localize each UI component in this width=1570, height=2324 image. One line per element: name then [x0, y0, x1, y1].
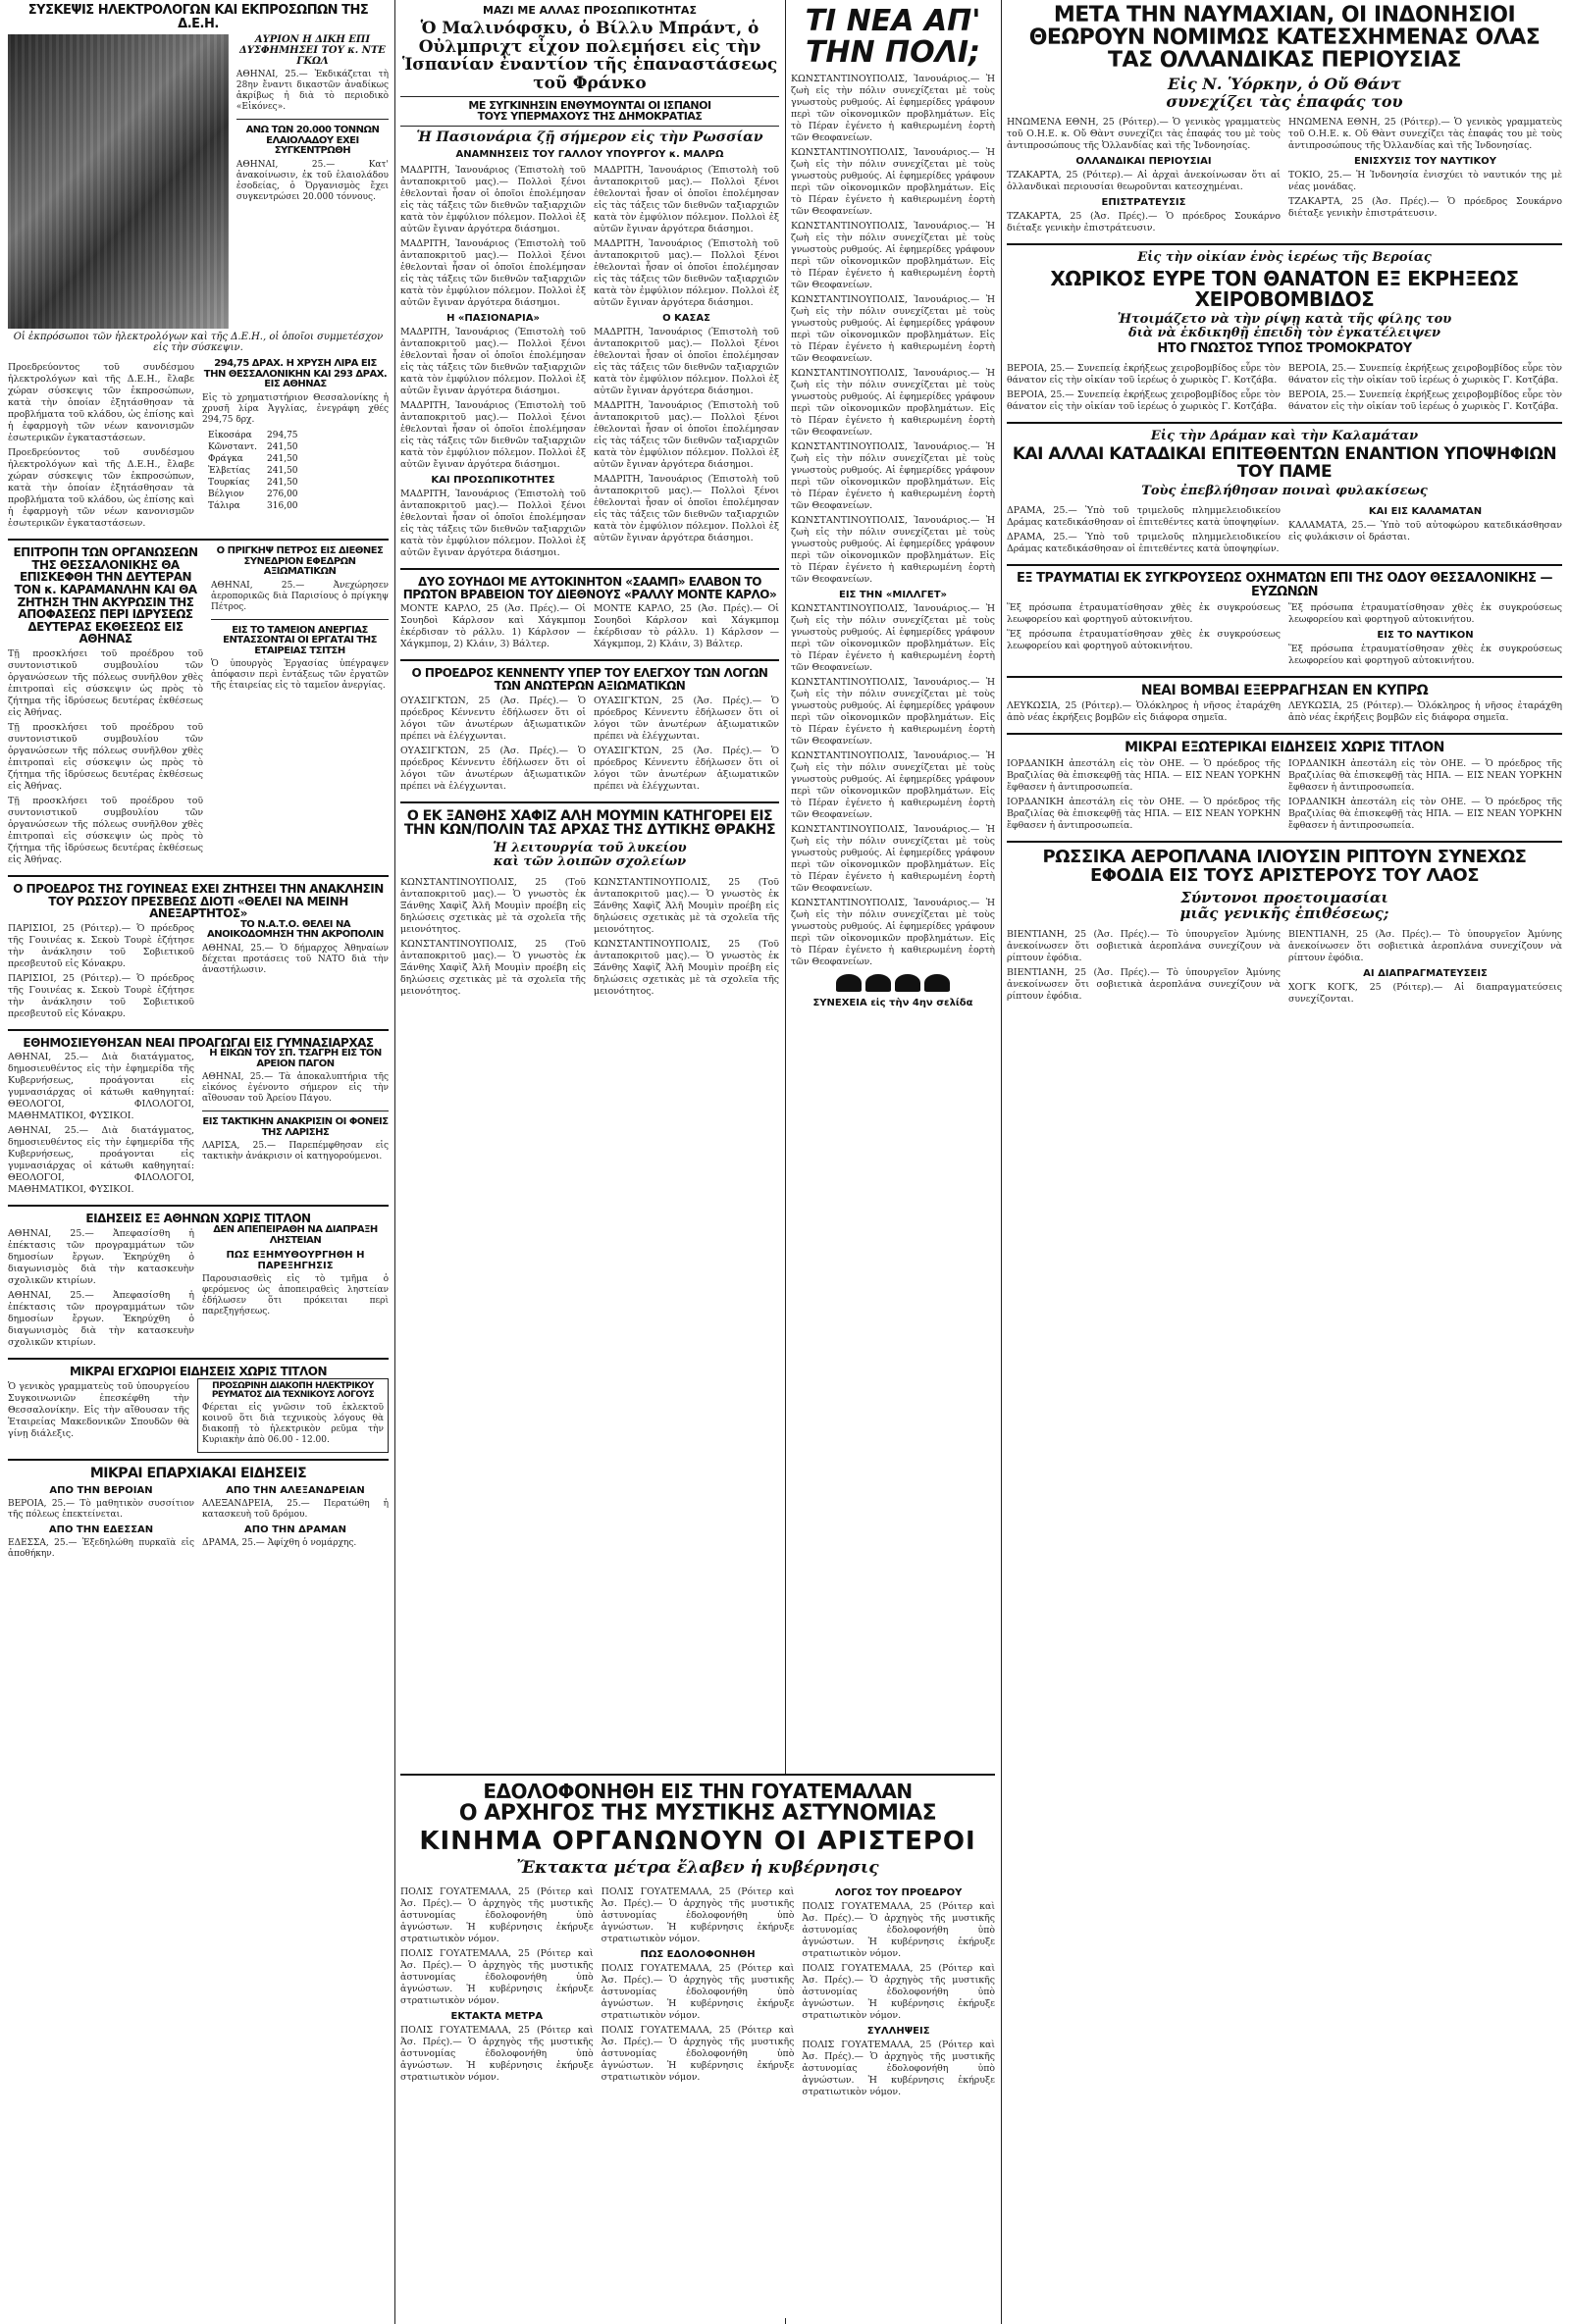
subhead-laos-2: μιᾶς γενικῆς ἐπιθέσεως;	[1179, 904, 1389, 923]
text-xanthi: ΚΩΝΣΤΑΝΤΙΝΟΥΠΟΛΙΣ, 25 (Τοῦ ἀνταποκριτοῦ μας).— Ὁ γνωστὸς ἐκ Ξάνθης Χαφὶζ Ἀλῆ Μουμὶν προέβη εἰς δηλώσεις σχετικὰς μὲ τὰ σχολεῖα τῆς μειονότητος.	[594, 876, 779, 935]
subhead-murder: ΠΩΣ ΕΔΟΛΟΦΟΝΗΘΗ	[640, 1949, 756, 1961]
text-promotions: ΑΘΗΝΑΙ, 25.— Διὰ διατάγματος, δημοσιευθέντος εἰς τὴν ἐφημερίδα τῆς Κυβερνήσεως, προάγονται εἰς γυμνασιάρχας οἱ κάτωθι καθηγηταί: ΘΕΟΛΟΓΟΙ, ΦΙΛΟΛΟΓΟΙ, ΜΑΘΗΜΑΤΙΚΟΙ, ΦΥΣΙΚΟΙ.	[8, 1052, 194, 1122]
text-collision: Ἕξ πρόσωπα ἐτραυματίσθησαν χθὲς ἐκ συγκρούσεως λεωφορείου καὶ φορτηγοῦ αὐτοκινήτου.	[1288, 601, 1562, 625]
text-olive-oil: ΑΘΗΝΑΙ, 25.— Κατ' ἀνακοίνωσιν, ἐκ τοῦ ἐλαιολάδου ἐσοδείας, ὁ Ὀργανισμὸς ἔχει συγκεντρώσει 20.000 τόννους.	[236, 159, 389, 202]
headline-larisa: ΕΙΣ ΤΑΚΤΙΚΗΝ ΑΝΑΚΡΙΣΙΝ ΟΙ ΦΟΝΕΙΣ ΤΗΣ ΛΑΡΙΣΗΣ	[202, 1116, 389, 1138]
text-domestic: Ὁ γενικὸς γραμματεὺς τοῦ ὑπουργείου Συγκοινωνιῶν ἐπεσκέφθη τὴν Θεσσαλονίκην. Εἰς τὴν αἴθουσαν τῆς Ἑταιρείας Μακεδονικῶν Σπουδῶν θὰ γίνῃ διάλεξις.	[8, 1380, 189, 1439]
subhead-laos-1: Σύντονοι προετοιμασίαι	[1180, 888, 1388, 906]
text-rally: ΜΟΝΤΕ ΚΑΡΛΟ, 25 (Ἀσ. Πρές).— Οἱ Σουηδοὶ Κάρλσον καὶ Χάγκμπομ ἐκέρδισαν τὸ ράλλυ. 1) Κάρλσον — Χάγκμπομ, 2) Κλάιν, 3) Βάλτερ.	[594, 603, 779, 650]
text-pame: ΔΡΑΜΑ, 25.— Ὑπὸ τοῦ τριμελοῦς πλημμελειοδικείου Δράμας κατεδικάσθησαν οἱ ἐπιτεθέντες κατὰ ὑποψηφίων.	[1007, 505, 1281, 529]
text-spain: ΜΑΔΡΙΤΗ, Ἰανουάριος (Ἐπιστολὴ τοῦ ἀνταποκριτοῦ μας).— Πολλοὶ ξένοι ἐθελονταὶ ἦσαν οἱ ὁποῖοι ἐπολέμησαν εἰς τὰς τάξεις τῶν διεθνῶν ταξιαρχιῶν κατὰ τὸν ἐμφύλιον πόλεμον. Πολλοὶ ἐξ αὐτῶν ἔγιναν ἀργότερα διάσημοι.	[400, 327, 586, 397]
text-foreign: ΙΟΡΔΑΝΙΚΗ ἀπεστάλη εἰς τὸν ΟΗΕ. — Ὁ πρόεδρος τῆς Βραζιλίας θὰ ἐπισκεφθῇ τὰς ΗΠΑ. — ΕΙΣ ΝΕΑΝ ΥΟΡΚΗΝ ἔφθασεν ἡ ἀντιπροσωπεία.	[1288, 796, 1562, 831]
text-athens-news: ΑΘΗΝΑΙ, 25.— Ἀπεφασίσθη ἡ ἐπέκτασις τῶν προγραμμάτων τῶν δημοσίων ἔργων. Ἐκηρύχθη ὁ διαγωνισμὸς διὰ τὴν κατασκευὴν σχολικῶν κτιρίων.	[8, 1290, 194, 1348]
headline-promotions: ΕΘΗΜΟΣΙΕΥΘΗΣΑΝ ΝΕΑΙ ΠΡΟΑΓΩΓΑΙ ΕΙΣ ΓΥΜΝΑΣΙΑΡΧΑΣ	[23, 1035, 374, 1050]
kicker-drama: Εἰς τὴν Δράμαν καὶ τὴν Καλαμάταν	[1150, 429, 1419, 443]
subhead-new-york: Εἰς Ν. Ὑόρκην, ὁ Οὔ Θάντ	[1168, 75, 1401, 94]
subhead-dutch-property: ΟΛΛΑΝΔΙΚΑΙ ΠΕΡΙΟΥΣΙΑΙ	[1075, 156, 1212, 168]
headline-cyprus: ΝΕΑΙ ΒΟΜΒΑΙ ΕΞΕΡΡΑΓΗΣΑΝ ΕΝ ΚΥΠΡΩ	[1140, 682, 1429, 698]
subhead-hong-kong: ΑΙ ΔΙΑΠΡΑΓΜΑΤΕΥΣΕΙΣ	[1363, 967, 1488, 979]
headline-provincial: ΜΙΚΡΑΙ ΕΠΑΡΧΙΑΚΑΙ ΕΙΔΗΣΕΙΣ	[89, 1466, 307, 1482]
headline-xanthi: Ο ΕΚ ΞΑΝΘΗΣ ΧΑΦΙΖ ΑΛΗ ΜΟΥΜΙΝ ΚΑΤΗΓΟΡΕΙ ΕΙΣ ΤΗΝ ΚΩΝ/ΠΟΛΙΝ ΤΑΣ ΑΡΧΑΣ ΤΗΣ ΔΥΤΙΚΗΣ ΘΡΑΚΗΣ	[403, 807, 776, 839]
text-veroia: ΒΕΡΟΙΑ, 25.— Τὸ μαθητικὸν συσσίτιον τῆς πόλεως ἐπεκτείνεται.	[8, 1499, 194, 1521]
price-value: 316,00	[267, 500, 298, 511]
text-kennedy: ΟΥΑΣΙΓΚΤΩΝ, 25 (Ἀσ. Πρές).— Ὁ πρόεδρος Κέννεντυ ἐδήλωσεν ὅτι οἱ λόγοι τῶν ἀνωτέρων ἀξιωματικῶν πρέπει νὰ ἐλέγχωνται.	[400, 745, 586, 792]
text-nato: ΑΘΗΝΑΙ, 25.— Ὁ δήμαρχος Ἀθηναίων δέχεται προτάσεις τοῦ ΝΑΤΟ διὰ τὴν ἀναστήλωσιν.	[202, 943, 389, 975]
text-kennedy: ΟΥΑΣΙΓΚΤΩΝ, 25 (Ἀσ. Πρές).— Ὁ πρόεδρος Κέννεντυ ἐδήλωσεν ὅτι οἱ λόγοι τῶν ἀνωτέρων ἀξιωματικῶν πρέπει νὰ ἐλέγχωνται.	[594, 745, 779, 792]
price-value: 241,50	[267, 441, 298, 452]
headline-athens-news: ΕΙΔΗΣΕΙΣ ΕΞ ΑΘΗΝΩΝ ΧΩΡΙΣ ΤΙΤΛΟΝ	[85, 1212, 311, 1226]
headline-spain: Ὁ Μαλινόφσκυ, ὁ Βίλλυ Μπράντ, ὁ Οὐλμπριχτ εἶχον πολεμήσει εἰς τὴν Ἱσπανίαν ἐναντίον τῆς ἐπαναστάσεως τοῦ Φράνκο	[401, 19, 778, 94]
text-prince: ΑΘΗΝΑΙ, 25.— Ἀνεχώρησεν ἀεροπορικῶς διὰ Παρισίους ὁ πρίγκηψ Πέτρος.	[211, 580, 389, 612]
text-spain: ΜΑΔΡΙΤΗ, Ἰανουάριος (Ἐπιστολὴ τοῦ ἀνταποκριτοῦ μας).— Πολλοὶ ξένοι ἐθελονταὶ ἦσαν οἱ ὁποῖοι ἐπολέμησαν εἰς τὰς τάξεις τῶν διεθνῶν ταξιαρχιῶν κατὰ τὸν ἐμφύλιον πόλεμον. Πολλοὶ ἐξ αὐτῶν ἔγιναν ἀργότερα διάσημοι.	[400, 489, 586, 559]
text-guatemala: ΠΟΛΙΣ ΓΟΥΑΤΕΜΑΛΑ, 25 (Ρόιτερ καὶ Ἀσ. Πρές).— Ὁ ἀρχηγὸς τῆς μυστικῆς ἀστυνομίας ἐδολοφονήθη ὑπὸ ἀγνώστων. Ἡ κυβέρνησις ἐκήρυξε στρατιωτικὸν νόμον.	[802, 1901, 995, 1960]
headline-fund: ΕΙΣ ΤΟ ΤΑΜΕΙΟΝ ΑΝΕΡΓΙΑΣ ΕΝΤΑΣΣΟΝΤΑΙ ΟΙ ΕΡΓΑΤΑΙ ΤΗΣ ΕΤΑΙΡΕΙΑΣ ΤΣΙΤΣΗ	[223, 624, 377, 656]
text-larisa: ΛΑΡΙΣΑ, 25.— Παρεπέμφθησαν εἰς τακτικὴν ἀνάκρισιν οἱ κατηγορούμενοι.	[202, 1141, 389, 1162]
subhead-navy-section: ΕΙΣ ΤΟ ΝΑΥΤΙΚΟΝ	[1377, 629, 1474, 641]
text-drama: ΔΡΑΜΑ, 25.— Ἀφίχθη ὁ νομάρχης.	[202, 1538, 357, 1549]
subhead-personalities: ΚΑΙ ΠΡΟΣΩΠΙΚΟΤΗΤΕΣ	[431, 475, 555, 487]
headline-robbery: ΔΕΝ ΑΠΕΠΕΙΡΑΘΗ ΝΑ ΔΙΑΠΡΑΞΗ ΛΗΣΤΕΙΑΝ	[213, 1224, 378, 1246]
headline-de-gaulle: ΑΥΡΙΟΝ Η ΔΙΚΗ ΕΠΙ ΔΥΣΦΗΜΗΣΕΙ ΤΟΥ κ. ΝΤΕ ΓΚΩΛ	[238, 34, 386, 68]
subhead-la-pasionaria: Η «ΠΑΣΙΟΝΑΡΙΑ»	[446, 313, 540, 325]
headline-electricians: ΣΥΣΚΕΨΙΣ ΗΛΕΚΤΡΟΛΟΓΩΝ ΚΑΙ ΕΚΠΡΟΣΩΠΩΝ ΤΗΣ Δ.Ε.Η.	[27, 3, 369, 31]
price-label: Εἰκοσάρα	[208, 430, 252, 440]
kicker-veroia: Εἰς τὴν οἰκίαν ἑνὸς ἱερέως τῆς Βεροίας	[1137, 250, 1432, 266]
headline-rally: ΔΥΟ ΣΟΥΗΔΟΙ ΜΕ ΑΥΤΟΚΙΝΗΤΟΝ «ΣΑΑΜΠ» ΕΛΑΒΟΝ ΤΟ ΠΡΩΤΟΝ ΒΡΑΒΕΙΟΝ ΤΟΥ ΔΙΕΘΝΟΥΣ «ΡΑΛΛΥ ΜΟΝΤΕ ΚΑΡΛΟ»	[402, 575, 777, 601]
price-row	[204, 454, 302, 464]
text-foreign: ΙΟΡΔΑΝΙΚΗ ἀπεστάλη εἰς τὸν ΟΗΕ. — Ὁ πρόεδρος τῆς Βραζιλίας θὰ ἐπισκεφθῇ τὰς ΗΠΑ. — ΕΙΣ ΝΕΑΝ ΥΟΡΚΗΝ ἔφθασεν ἡ ἀντιπροσωπεία.	[1007, 796, 1281, 831]
headline-nato: ΤΟ Ν.Α.Τ.Ο. ΘΕΛΕΙ ΝΑ ΑΝΟΙΚΟΔΟΜΗΣΗ ΤΗΝ ΑΚΡΟΠΟΛΙΝ	[207, 918, 384, 941]
text-guatemala: ΠΟΛΙΣ ΓΟΥΑΤΕΜΑΛΑ, 25 (Ρόιτερ καὶ Ἀσ. Πρές).— Ὁ ἀρχηγὸς τῆς μυστικῆς ἀστυνομίας ἐδολοφονήθη ὑπὸ ἀγνώστων. Ἡ κυβέρνησις ἐκήρυξε στρατιωτικὸν νόμον.	[400, 1886, 594, 1945]
text-guatemala: ΠΟΛΙΣ ΓΟΥΑΤΕΜΑΛΑ, 25 (Ρόιτερ καὶ Ἀσ. Πρές).— Ὁ ἀρχηγὸς τῆς μυστικῆς ἀστυνομίας ἐδολοφονήθη ὑπὸ ἀγνώστων. Ἡ κυβέρνησις ἐκήρυξε στρατιωτικὸν νόμον.	[601, 1963, 795, 2022]
text-athens-news: ΑΘΗΝΑΙ, 25.— Ἀπεφασίσθη ἡ ἐπέκτασις τῶν προγραμμάτων τῶν δημοσίων ἔργων. Ἐκηρύχθη ὁ διαγωνισμὸς διὰ τὴν κατασκευὴν σχολικῶν κτιρίων.	[8, 1228, 194, 1286]
price-value: 276,00	[267, 489, 298, 499]
text-spain: ΜΑΔΡΙΤΗ, Ἰανουάριος (Ἐπιστολὴ τοῦ ἀνταποκριτοῦ μας).— Πολλοὶ ξένοι ἐθελονταὶ ἦσαν οἱ ὁποῖοι ἐπολέμησαν εἰς τὰς τάξεις τῶν διεθνῶν ταξιαρχιῶν κατὰ τὸν ἐμφύλιον πόλεμον. Πολλοὶ ἐξ αὐτῶν ἔγιναν ἀργότερα διάσημοι.	[594, 327, 779, 397]
headline-guinea: Ο ΠΡΟΕΔΡΟΣ ΤΗΣ ΓΟΥΙΝΕΑΣ ΕΧΕΙ ΖΗΤΗΣΕΙ ΤΗΝ ΑΝΑΚΛΗΣΙΝ ΤΟΥ ΡΩΣΣΟΥ ΠΡΕΣΒΕΩΣ ΔΙΟΤΙ «ΘΕΛΕΙ ΝΑ ΜΕΙΝΗ ΑΝΕΞΑΡΤΗΤΟΣ»	[13, 882, 384, 921]
headline-domestic: ΜΙΚΡΑΙ ΕΓΧΩΡΙΟΙ ΕΙΔΗΣΕΙΣ ΧΩΡΙΣ ΤΙΤΛΟΝ	[69, 1365, 327, 1378]
text-spain: ΜΑΔΡΙΤΗ, Ἰανουάριος (Ἐπιστολὴ τοῦ ἀνταποκριτοῦ μας).— Πολλοὶ ξένοι ἐθελονταὶ ἦσαν οἱ ὁποῖοι ἐπολέμησαν εἰς τὰς τάξεις τῶν διεθνῶν ταξιαρχιῶν κατὰ τὸν ἐμφύλιον πόλεμον. Πολλοὶ ἐξ αὐτῶν ἔγιναν ἀργότερα διάσημοι.	[594, 238, 779, 309]
subhead-malraux: ΑΝΑΜΝΗΣΕΙΣ ΤΟΥ ΓΑΛΛΟΥ ΥΠΟΥΡΓΟΥ κ. ΜΑΛΡΩ	[455, 149, 724, 161]
text-icon: ΑΘΗΝΑΙ, 25.— Τὰ ἀποκαλυπτήρια τῆς εἰκόνος ἐγένοντο σήμερον εἰς τὴν αἴθουσαν τοῦ Ἀρείου Πάγου.	[202, 1072, 389, 1105]
headline-power-cut: ΠΡΟΣΩΡΙΝΗ ΔΙΑΚΟΠΗ ΗΛΕΚΤΡΙΚΟΥ ΡΕΥΜΑΤΟΣ ΔΙΑ ΤΕΧΝΙΚΟΥΣ ΛΟΓΟΥΣ	[211, 1380, 375, 1401]
subhead-milliyet: ΕΙΣ ΤΗΝ «ΜΙΛΛΓΕΤ»	[839, 590, 947, 600]
text-promotions: ΑΘΗΝΑΙ, 25.— Διὰ διατάγματος, δημοσιευθέντος εἰς τὴν ἐφημερίδα τῆς Κυβερνήσεως, προάγονται εἰς γυμνασιάρχας οἱ κάτωθι καθηγηταί: ΘΕΟΛΟΓΟΙ, ΦΙΛΟΛΟΓΟΙ, ΜΑΘΗΜΑΤΙΚΟΙ, ΦΥΣΙΚΟΙ.	[8, 1125, 194, 1196]
subhead-emergency: ΕΚΤΑΚΤΑ ΜΕΤΡΑ	[450, 2011, 544, 2023]
text-indonesia: ΗΝΩΜΕΝΑ ΕΘΝΗ, 25 (Ρόιτερ).— Ὁ γενικὸς γραμματεὺς τοῦ Ο.Η.Ε. κ. Οὔ Θὰντ συνεχίζει τὰς ἐπαφάς του μὲ τοὺς ἀντιπροσώπους τῆς Ὀλλανδίας καὶ τῆς Ἰνδονησίας.	[1288, 117, 1562, 152]
text-cyprus: ΛΕΥΚΩΣΙΑ, 25 (Ρόιτερ).— Ὁλόκληρος ἡ νῆσος ἐταράχθη ἀπὸ νέας ἐκρήξεις βομβῶν εἰς διάφορα σημεῖα.	[1288, 700, 1562, 724]
text-kennedy: ΟΥΑΣΙΓΚΤΩΝ, 25 (Ἀσ. Πρές).— Ὁ πρόεδρος Κέννεντυ ἐδήλωσεν ὅτι οἱ λόγοι τῶν ἀνωτέρων ἀξιωματικῶν πρέπει νὰ ἐλέγχωνται.	[594, 695, 779, 742]
price-label: Βέλγιον	[208, 489, 244, 499]
text-polis: ΚΩΝΣΤΑΝΤΙΝΟΥΠΟΛΙΣ, Ἰανουάριος.— Ἡ ζωὴ εἰς τὴν πόλιν συνεχίζεται μὲ τοὺς γνωστοὺς ρυθμούς. Αἱ ἐφημερίδες γράφουν περὶ τῶν οἰκονομικῶν προβλημάτων. Εἰς τὸ Πέραν ἐγένετο ἡ καθιερωμένη ἑορτὴ τῶν Θεοφανείων.	[791, 677, 995, 747]
text-laos: ΒΙΕΝΤΙΑΝΗ, 25 (Ἀσ. Πρές).— Τὸ ὑπουργεῖον Ἀμύνης ἀνεκοίνωσεν ὅτι σοβιετικὰ ἀεροπλάνα συνεχίζουν νὰ ρίπτουν ἐφόδια.	[1007, 928, 1281, 963]
text-polis: ΚΩΝΣΤΑΝΤΙΝΟΥΠΟΛΙΣ, Ἰανουάριος.— Ἡ ζωὴ εἰς τὴν πόλιν συνεχίζεται μὲ τοὺς γνωστοὺς ρυθμούς. Αἱ ἐφημερίδες γράφουν περὶ τῶν οἰκονομικῶν προβλημάτων. Εἰς τὸ Πέραν ἐγένετο ἡ καθιερωμένη ἑορτὴ τῶν Θεοφανείων.	[791, 221, 995, 290]
subhead-schools: καὶ τῶν λοιπῶν σχολείων	[493, 854, 687, 870]
text-edessa: ΕΔΕΣΣΑ, 25.— Ἐξεδηλώθη πυρκαϊὰ εἰς ἀποθήκην.	[8, 1538, 194, 1560]
subhead-grenade-1: Ἡτοιμάζετο νὰ τὴν ρίψῃ κατὰ τῆς φίλης του	[1117, 311, 1452, 327]
price-row	[204, 442, 302, 452]
subhead-navy: ΕΝΙΣΧΥΣΙΣ ΤΟΥ ΝΑΥΤΙΚΟΥ	[1354, 156, 1496, 168]
text-electricians: Προεδρεύοντος τοῦ συνδέσμου ἠλεκτρολόγων καὶ τῆς Δ.Ε.Η., ἔλαβε χώραν σύσκεψις τῶν ἐκπροσώπων, κατὰ τὴν ὁποίαν ἐξητάσθησαν τὰ προβλήματα τοῦ κλάδου, ὡς ἐπίσης καὶ ἡ ἐφαρμογὴ τῶν νέων κανονισμῶν ἐσωτερικῶν ἐγκαταστάσεων.	[8, 447, 194, 530]
subhead-robbery: ΠΩΣ ΕΞΗΜΥΘΟΥΡΓΗΘΗ Η ΠΑΡΕΞΗΓΗΣΙΣ	[226, 1250, 365, 1271]
column-rule	[394, 0, 395, 2324]
text-guatemala: ΠΟΛΙΣ ΓΟΥΑΤΕΜΑΛΑ, 25 (Ρόιτερ καὶ Ἀσ. Πρές).— Ὁ ἀρχηγὸς τῆς μυστικῆς ἀστυνομίας ἐδολοφονήθη ὑπὸ ἀγνώστων. Ἡ κυβέρνησις ἐκήρυξε στρατιωτικὸν νόμον.	[400, 2025, 594, 2084]
text-guatemala: ΠΟΛΙΣ ΓΟΥΑΤΕΜΑΛΑ, 25 (Ρόιτερ καὶ Ἀσ. Πρές).— Ὁ ἀρχηγὸς τῆς μυστικῆς ἀστυνομίας ἐδολοφονήθη ὑπὸ ἀγνώστων. Ἡ κυβέρνησις ἐκήρυξε στρατιωτικὸν νόμον.	[802, 2040, 995, 2098]
headline-polis: ΤΙ ΝΕΑ ΑΠ' ΤΗΝ ΠΟΛΙ;	[805, 4, 981, 70]
subhead-kalamata: ΚΑΙ ΕΙΣ ΚΑΛΑΜΑΤΑΝ	[1368, 506, 1483, 518]
text-pame: ΔΡΑΜΑ, 25.— Ὑπὸ τοῦ τριμελοῦς πλημμελειοδικείου Δράμας κατεδικάσθησαν οἱ ἐπιτεθέντες κατὰ ὑποψηφίων.	[1007, 532, 1281, 555]
text-dutch-property: ΤΖΑΚΑΡΤΑ, 25 (Ρόιτερ).— Αἱ ἀρχαὶ ἀνεκοίνωσαν ὅτι αἱ ὀλλανδικαὶ περιουσίαι θεωροῦνται κατεσχημέναι.	[1007, 170, 1281, 193]
text-foreign: ΙΟΡΔΑΝΙΚΗ ἀπεστάλη εἰς τὸν ΟΗΕ. — Ὁ πρόεδρος τῆς Βραζιλίας θὰ ἐπισκεφθῇ τὰς ΗΠΑ. — ΕΙΣ ΝΕΑΝ ΥΟΡΚΗΝ ἔφθασεν ἡ ἀντιπροσωπεία.	[1007, 757, 1281, 793]
text-spain: ΜΑΔΡΙΤΗ, Ἰανουάριος (Ἐπιστολὴ τοῦ ἀνταποκριτοῦ μας).— Πολλοὶ ξένοι ἐθελονταὶ ἦσαν οἱ ὁποῖοι ἐπολέμησαν εἰς τὰς τάξεις τῶν διεθνῶν ταξιαρχιῶν κατὰ τὸν ἐμφύλιον πόλεμον. Πολλοὶ ἐξ αὐτῶν ἔγιναν ἀργότερα διάσημοι.	[594, 474, 779, 544]
column-one	[8, 0, 389, 2324]
text-alexandreia: ΑΛΕΞΑΝΔΡΕΙΑ, 25.— Περατώθη ἡ κατασκευὴ τοῦ δρόμου.	[202, 1499, 389, 1521]
text-rally: ΜΟΝΤΕ ΚΑΡΛΟ, 25 (Ἀσ. Πρές).— Οἱ Σουηδοὶ Κάρλσον καὶ Χάγκμπομ ἐκέρδισαν τὸ ράλλυ. 1) Κάρλσον — Χάγκμπομ, 2) Κλάιν, 3) Βάλτερ.	[400, 603, 586, 650]
text-robbery: Παρουσιασθεὶς εἰς τὸ τμῆμα ὁ φερόμενος ὡς ἀποπειραθεὶς ληστείαν ἐδήλωσεν ὅτι πρόκειται περὶ παρεξηγήσεως.	[202, 1274, 389, 1317]
text-committee: Τῇ προσκλήσει τοῦ προέδρου τοῦ συντονιστικοῦ συμβουλίου τῶν ὀργανώσεων τῆς πόλεως συνῆλθον χθὲς ἐπιτροπαὶ εἰς σύσκεψιν ὡς πρὸς τὸ ζήτημα τῆς ἱδρύσεως δευτέρας ἐκθέσεως εἰς Ἀθήνας.	[8, 722, 204, 793]
price-row	[204, 478, 302, 488]
price-row	[204, 501, 302, 511]
text-guinea: ΠΑΡΙΣΙΟΙ, 25 (Ρόιτερ).— Ὁ πρόεδρος τῆς Γουινέας κ. Σεκοὺ Τουρὲ ἐζήτησε τὴν ἀνάκλησιν τοῦ Σοβιετικοῦ πρεσβευτοῦ εἰς Κόνακρυ.	[8, 972, 194, 1019]
text-fund: Ὁ ὑπουργὸς Ἐργασίας ὑπέγραψεν ἀπόφασιν περὶ ἐντάξεως τῶν ἐργατῶν τῆς ἑταιρείας εἰς τὸ ταμεῖον ἀνεργίας.	[211, 659, 389, 692]
headline-laos: ΡΩΣΣΙΚΑ ΑΕΡΟΠΛΑΝΑ ΙΛΙΟΥΣΙΝ ΡΙΠΤΟΥΝ ΣΥΝΕΧΩΣ ΕΦΟΔΙΑ ΕΙΣ ΤΟΥΣ ΑΡΙΣΤΕΡΟΥΣ ΤΟΥ ΛΑΟΣ	[1042, 846, 1527, 886]
text-electricians: Προεδρεύοντος τοῦ συνδέσμου ἠλεκτρολόγων καὶ τῆς Δ.Ε.Η., ἔλαβε χώραν σύσκεψις τῶν ἐκπροσώπων, κατὰ τὴν ὁποίαν ἐξητάσθησαν τὰ προβλήματα τοῦ κλάδου, ὡς ἐπίσης καὶ ἡ ἐφαρμογὴ τῶν νέων κανονισμῶν ἐσωτερικῶν ἐγκαταστάσεων.	[8, 362, 194, 444]
text-grenade: ΒΕΡΟΙΑ, 25.— Συνεπείᾳ ἐκρήξεως χειροβομβίδος εὗρε τὸν θάνατον εἰς τὴν οἰκίαν τοῦ ἱερέως ὁ χωρικὸς Γ. Κοτζάβα.	[1007, 389, 1281, 412]
ornament-icon	[791, 974, 995, 992]
text-mobilization: ΤΖΑΚΑΡΤΑ, 25 (Ἀσ. Πρές).— Ὁ πρόεδρος Σουκάρνο διέταξε γενικὴν ἐπιστράτευσιν.	[1007, 211, 1281, 234]
subhead-grenade-3: ΗΤΟ ΓΝΩΣΤΟΣ ΤΥΠΟΣ ΤΡΟΜΟΚΡΑΤΟΥ	[1157, 341, 1412, 357]
price-value: 241,50	[267, 477, 298, 488]
subhead-contacts: συνεχίζει τὰς ἐπαφάς του	[1166, 91, 1403, 111]
subhead-democracy: ΤΟΥΣ ΥΠΕΡΜΑΧΟΥΣ ΤΗΣ ΔΗΜΟΚΡΑΤΙΑΣ	[400, 111, 779, 127]
subhead-pasionaria: Ἡ Πασιονάρια ζῇ σήμερον εἰς τὴν Ρωσσίαν	[416, 129, 763, 145]
text-polis: ΚΩΝΣΤΑΝΤΙΝΟΥΠΟΛΙΣ, Ἰανουάριος.— Ἡ ζωὴ εἰς τὴν πόλιν συνεχίζεται μὲ τοὺς γνωστοὺς ρυθμούς. Αἱ ἐφημερίδες γράφουν περὶ τῶν οἰκονομικῶν προβλημάτων. Εἰς τὸ Πέραν ἐγένετο ἡ καθιερωμένη ἑορτὴ τῶν Θεοφανείων.	[791, 368, 995, 438]
headline-kennedy: Ο ΠΡΟΕΔΡΟΣ ΚΕΝΝΕΝΤΥ ΥΠΕΡ ΤΟΥ ΕΛΕΓΧΟΥ ΤΩΝ ΛΟΓΩΝ ΤΩΝ ΑΝΩΤΕΡΩΝ ΑΞΙΩΜΑΤΙΚΩΝ	[411, 666, 768, 694]
text-spain: ΜΑΔΡΙΤΗ, Ἰανουάριος (Ἐπιστολὴ τοῦ ἀνταποκριτοῦ μας).— Πολλοὶ ξένοι ἐθελονταὶ ἦσαν οἱ ὁποῖοι ἐπολέμησαν εἰς τὰς τάξεις τῶν διεθνῶν ταξιαρχιῶν κατὰ τὸν ἐμφύλιον πόλεμον. Πολλοὶ ἐξ αὐτῶν ἔγιναν ἀργότερα διάσημοι.	[594, 165, 779, 235]
headline-foreign: ΜΙΚΡΑΙ ΕΞΩΤΕΡΙΚΑΙ ΕΙΔΗΣΕΙΣ ΧΩΡΙΣ ΤΙΤΛΟΝ	[1125, 740, 1444, 756]
subhead-drama: ΑΠΟ ΤΗΝ ΔΡΑΜΑΝ	[244, 1524, 346, 1536]
headline-prince: Ο ΠΡΙΓΚΗΨ ΠΕΤΡΟΣ ΕΙΣ ΔΙΕΘΝΕΣ ΣΥΝΕΔΡΙΟΝ ΕΦΕΔΡΩΝ ΑΞΙΩΜΑΤΙΚΩΝ	[216, 545, 384, 578]
subhead-mobilization: ΕΠΙΣΤΡΑΤΕΥΣΙΣ	[1101, 197, 1186, 209]
headline-gold: 294,75 ΔΡΑΧ. Η ΧΡΥΣΗ ΛΙΡΑ ΕΙΣ ΤΗΝ ΘΕΣΣΑΛΟΝΙΚΗΝ ΚΑΙ 293 ΔΡΑΧ. ΕΙΣ ΑΘΗΝΑΣ	[203, 358, 388, 390]
text-foreign: ΙΟΡΔΑΝΙΚΗ ἀπεστάλη εἰς τὸν ΟΗΕ. — Ὁ πρόεδρος τῆς Βραζιλίας θὰ ἐπισκεφθῇ τὰς ΗΠΑ. — ΕΙΣ ΝΕΑΝ ΥΟΡΚΗΝ ἔφθασεν ἡ ἀντιπροσωπεία.	[1288, 757, 1562, 793]
text-kalamata: ΚΑΛΑΜΑΤΑ, 25.— Ὑπὸ τοῦ αὐτοφώρου κατεδικάσθησαν εἰς φυλάκισιν οἱ δράσται.	[1288, 520, 1562, 543]
headline-pame: ΚΑΙ ΑΛΛΑΙ ΚΑΤΑΔΙΚΑΙ ΕΠΙΤΕΘΕΝΤΩΝ ΕΝΑΝΤΙΟΝ ΥΠΟΨΗΦΙΩΝ ΤΟΥ ΠΑΜΕ	[1012, 444, 1557, 483]
subhead-veroia: ΑΠΟ ΤΗΝ ΒΕΡΟΙΑΝ	[49, 1485, 153, 1497]
price-label: Κῶνσταντ.	[208, 441, 258, 452]
subhead-guatemala: Ἔκτακτα μέτρα ἔλαβεν ἡ κυβέρνησις	[516, 1858, 879, 1879]
continuation-note: ΣΥΝΕΧΕΙΑ εἰς τὴν 4ην σελίδα	[812, 998, 973, 1008]
headline-grenade: ΧΩΡΙΚΟΣ ΕΥΡΕ ΤΟΝ ΘΑΝΑΤΟΝ ΕΞ ΕΚΡΗΞΕΩΣ ΧΕΙΡΟΒΟΜΒΙΔΟΣ	[1050, 266, 1519, 311]
headline-committee: ΕΠΙΤΡΟΠΗ ΤΩΝ ΟΡΓΑΝΩΣΕΩΝ ΤΗΣ ΘΕΣΣΑΛΟΝΙΚΗΣ ΘΑ ΕΠΙΣΚΕΦΘΗ ΤΗΝ ΔΕΥΤΕΡΑΝ ΤΟΝ κ. ΚΑΡΑΜΑΝΛΗΝ ΚΑΙ ΘΑ ΖΗΤΗΣΗ ΤΗΝ ΑΚΥΡΩΣΙΝ ΤΗΣ ΑΠΟΦΑΣΕΩΣ ΠΕΡΙ ΙΔΡΥΣΕΩΣ ΔΕΥΤΕΡΑΣ ΕΚΘΕΣΕΩΣ ΕΙΣ ΑΘΗΝΑΣ	[13, 545, 198, 646]
text-xanthi: ΚΩΝΣΤΑΝΤΙΝΟΥΠΟΛΙΣ, 25 (Τοῦ ἀνταποκριτοῦ μας).— Ὁ γνωστὸς ἐκ Ξάνθης Χαφὶζ Ἀλῆ Μουμὶν προέβη εἰς δηλώσεις σχετικὰς μὲ τὰ σχολεῖα τῆς μειονότητος.	[400, 876, 586, 935]
subhead-lyceum: Ἡ λειτουργία τοῦ λυκείου	[493, 840, 687, 855]
subhead-pame: Τοὺς ἐπεβλήθησαν ποιναὶ φυλακίσεως	[1141, 483, 1428, 498]
text-spain: ΜΑΔΡΙΤΗ, Ἰανουάριος (Ἐπιστολὴ τοῦ ἀνταποκριτοῦ μας).— Πολλοὶ ξένοι ἐθελονταὶ ἦσαν οἱ ὁποῖοι ἐπολέμησαν εἰς τὰς τάξεις τῶν διεθνῶν ταξιαρχιῶν κατὰ τὸν ἐμφύλιον πόλεμον. Πολλοὶ ἐξ αὐτῶν ἔγιναν ἀργότερα διάσημοι.	[400, 238, 586, 309]
text-collision: Ἕξ πρόσωπα ἐτραυματίσθησαν χθὲς ἐκ συγκρούσεως λεωφορείου καὶ φορτηγοῦ αὐτοκινήτου.	[1288, 643, 1562, 666]
text-committee: Τῇ προσκλήσει τοῦ προέδρου τοῦ συντονιστικοῦ συμβουλίου τῶν ὀργανώσεων τῆς πόλεως συνῆλθον χθὲς ἐπιτροπαὶ εἰς σύσκεψιν ὡς πρὸς τὸ ζήτημα τῆς ἱδρύσεως δευτέρας ἐκθέσεως εἰς Ἀθήνας.	[8, 648, 204, 719]
price-row	[204, 431, 302, 440]
column-rule	[1001, 0, 1002, 2324]
text-cyprus: ΛΕΥΚΩΣΙΑ, 25 (Ρόιτερ).— Ὁλόκληρος ἡ νῆσος ἐταράχθη ἀπὸ νέας ἐκρήξεις βομβῶν εἰς διάφορα σημεῖα.	[1007, 700, 1281, 724]
headline-collision: ΕΞ ΤΡΑΥΜΑΤΙΑΙ ΕΚ ΣΥΓΚΡΟΥΣΕΩΣ ΟΧΗΜΑΤΩΝ ΕΠΙ ΤΗΣ ΟΔΟΥ ΘΕΣΣΑΛΟΝΙΚΗΣ — ΕΥΖΩΝΩΝ	[1016, 571, 1553, 599]
headline-guatemala-3: ΚΙΝΗΜΑ ΟΡΓΑΝΩΝΟΥΝ ΟΙ ΑΡΙΣΤΕΡΟΙ	[419, 1827, 976, 1857]
text-polis: ΚΩΝΣΤΑΝΤΙΝΟΥΠΟΛΙΣ, Ἰανουάριος.— Ἡ ζωὴ εἰς τὴν πόλιν συνεχίζεται μὲ τοὺς γνωστοὺς ρυθμούς. Αἱ ἐφημερίδες γράφουν περὶ τῶν οἰκονομικῶν προβλημάτων. Εἰς τὸ Πέραν ἐγένετο ἡ καθιερωμένη ἑορτὴ τῶν Θεοφανείων.	[791, 898, 995, 967]
text-xanthi: ΚΩΝΣΤΑΝΤΙΝΟΥΠΟΛΙΣ, 25 (Τοῦ ἀνταποκριτοῦ μας).— Ὁ γνωστὸς ἐκ Ξάνθης Χαφὶζ Ἀλῆ Μουμὶν προέβη εἰς δηλώσεις σχετικὰς μὲ τὰ σχολεῖα τῆς μειονότητος.	[594, 938, 779, 997]
text-collision: Ἕξ πρόσωπα ἐτραυματίσθησαν χθὲς ἐκ συγκρούσεως λεωφορείου καὶ φορτηγοῦ αὐτοκινήτου.	[1007, 628, 1281, 651]
text-polis: ΚΩΝΣΤΑΝΤΙΝΟΥΠΟΛΙΣ, Ἰανουάριος.— Ἡ ζωὴ εἰς τὴν πόλιν συνεχίζεται μὲ τοὺς γνωστοὺς ρυθμούς. Αἱ ἐφημερίδες γράφουν περὶ τῶν οἰκονομικῶν προβλημάτων. Εἰς τὸ Πέραν ἐγένετο ἡ καθιερωμένη ἑορτὴ τῶν Θεοφανείων.	[791, 74, 995, 143]
text-indonesia: ΗΝΩΜΕΝΑ ΕΘΝΗ, 25 (Ρόιτερ).— Ὁ γενικὸς γραμματεὺς τοῦ Ο.Η.Ε. κ. Οὔ Θὰντ συνεχίζει τὰς ἐπαφάς του μὲ τοὺς ἀντιπροσώπους τῆς Ὀλλανδίας καὶ τῆς Ἰνδονησίας.	[1007, 117, 1281, 152]
text-grenade: ΒΕΡΟΙΑ, 25.— Συνεπείᾳ ἐκρήξεως χειροβομβίδος εὗρε τὸν θάνατον εἰς τὴν οἰκίαν τοῦ ἱερέως ὁ χωρικὸς Γ. Κοτζάβα.	[1007, 363, 1281, 386]
text-guatemala: ΠΟΛΙΣ ΓΟΥΑΤΕΜΑΛΑ, 25 (Ρόιτερ καὶ Ἀσ. Πρές).— Ὁ ἀρχηγὸς τῆς μυστικῆς ἀστυνομίας ἐδολοφονήθη ὑπὸ ἀγνώστων. Ἡ κυβέρνησις ἐκήρυξε στρατιωτικὸν νόμον.	[601, 2025, 795, 2084]
price-label: Τουρκίας	[208, 477, 250, 488]
price-label: Φράγκα	[208, 453, 243, 464]
headline-guatemala-1: ΕΔΟΛΟΦΟΝΗΘΗ ΕΙΣ ΤΗΝ ΓΟΥΑΤΕΜΑΛΑΝ	[483, 1780, 913, 1803]
price-label: Τάλιρα	[208, 500, 240, 511]
price-label: Ἐλβετίας	[208, 465, 250, 476]
price-row	[204, 466, 302, 476]
subhead-grenade-2: διὰ νὰ ἐκδικηθῇ ἐπειδὴ τὸν ἐγκατέλειψεν	[1127, 326, 1441, 341]
subhead-kasas: Ο ΚΑΣΑΣ	[662, 313, 710, 325]
photo-caption: Οἱ ἐκπρόσωποι τῶν ἠλεκτρολόγων καὶ τῆς Δ.Ε.Η., οἱ ὁποῖοι συμμετέσχον εἰς τὴν σύσκεψιν.	[13, 332, 384, 354]
text-laos: ΒΙΕΝΤΙΑΝΗ, 25 (Ἀσ. Πρές).— Τὸ ὑπουργεῖον Ἀμύνης ἀνεκοίνωσεν ὅτι σοβιετικὰ ἀεροπλάνα συνεχίζουν νὰ ρίπτουν ἐφόδια.	[1007, 966, 1281, 1002]
text-polis: ΚΩΝΣΤΑΝΤΙΝΟΥΠΟΛΙΣ, Ἰανουάριος.— Ἡ ζωὴ εἰς τὴν πόλιν συνεχίζεται μὲ τοὺς γνωστοὺς ρυθμούς. Αἱ ἐφημερίδες γράφουν περὶ τῶν οἰκονομικῶν προβλημάτων. Εἰς τὸ Πέραν ἐγένετο ἡ καθιερωμένη ἑορτὴ τῶν Θεοφανείων.	[791, 824, 995, 894]
text-de-gaulle: ΑΘΗΝΑΙ, 25.— Ἐκδικάζεται τὴ 28ην ἔναντι δικαστῶν ἀναδίκως ἀκρίβως ἠ διὰ τὸ περιοδικὸ «Εἰκόνες».	[236, 70, 389, 113]
subhead-alexandreia: ΑΠΟ ΤΗΝ ΑΛΕΞΑΝΔΡΕΙΑΝ	[226, 1485, 365, 1497]
gold-price-table	[202, 429, 304, 513]
text-collision: Ἕξ πρόσωπα ἐτραυματίσθησαν χθὲς ἐκ συγκρούσεως λεωφορείου καὶ φορτηγοῦ αὐτοκινήτου.	[1007, 601, 1281, 625]
price-value: 241,50	[267, 465, 298, 476]
headline-indonesia: ΜΕΤΑ ΤΗΝ ΝΑΥΜΑΧΙΑΝ, ΟΙ ΙΝΔΟΝΗΣΙΟΙ ΘΕΩΡΟΥΝ ΝΟΜΙΜΩΣ ΚΑΤΕΣΧΗΜΕΝΑΣ ΟΛΑΣ ΤΑΣ ΟΛΛΑΝΔΙΚΑΣ ΠΕΡΙΟΥΣΙΑΣ	[1028, 3, 1541, 74]
text-polis: ΚΩΝΣΤΑΝΤΙΝΟΥΠΟΛΙΣ, Ἰανουάριος.— Ἡ ζωὴ εἰς τὴν πόλιν συνεχίζεται μὲ τοὺς γνωστοὺς ρυθμούς. Αἱ ἐφημερίδες γράφουν περὶ τῶν οἰκονομικῶν προβλημάτων. Εἰς τὸ Πέραν ἐγένετο ἡ καθιερωμένη ἑορτὴ τῶν Θεοφανείων.	[791, 603, 995, 673]
text-guatemala: ΠΟΛΙΣ ΓΟΥΑΤΕΜΑΛΑ, 25 (Ρόιτερ καὶ Ἀσ. Πρές).— Ὁ ἀρχηγὸς τῆς μυστικῆς ἀστυνομίας ἐδολοφονήθη ὑπὸ ἀγνώστων. Ἡ κυβέρνησις ἐκήρυξε στρατιωτικὸν νόμον.	[802, 1963, 995, 2022]
headline-guatemala-2: Ο ΑΡΧΗΓΟΣ ΤΗΣ ΜΥΣΤΙΚΗΣ ΑΣΤΥΝΟΜΙΑΣ	[458, 1801, 937, 1826]
text-kennedy: ΟΥΑΣΙΓΚΤΩΝ, 25 (Ἀσ. Πρές).— Ὁ πρόεδρος Κέννεντυ ἐδήλωσεν ὅτι οἱ λόγοι τῶν ἀνωτέρων ἀξιωματικῶν πρέπει νὰ ἐλέγχωνται.	[400, 695, 586, 742]
subhead-president: ΛΟΓΟΣ ΤΟΥ ΠΡΟΕΔΡΟΥ	[835, 1887, 963, 1899]
text-polis: ΚΩΝΣΤΑΝΤΙΝΟΥΠΟΛΙΣ, Ἰανουάριος.— Ἡ ζωὴ εἰς τὴν πόλιν συνεχίζεται μὲ τοὺς γνωστοὺς ρυθμούς. Αἱ ἐφημερίδες γράφουν περὶ τῶν οἰκονομικῶν προβλημάτων. Εἰς τὸ Πέραν ἐγένετο ἡ καθιερωμένη ἑορτὴ τῶν Θεοφανείων.	[791, 294, 995, 364]
text-laos: ΒΙΕΝΤΙΑΝΗ, 25 (Ἀσ. Πρές).— Τὸ ὑπουργεῖον Ἀμύνης ἀνεκοίνωσεν ὅτι σοβιετικὰ ἀεροπλάνα συνεχίζουν νὰ ρίπτουν ἐφόδια.	[1288, 928, 1562, 963]
text-guatemala: ΠΟΛΙΣ ΓΟΥΑΤΕΜΑΛΑ, 25 (Ρόιτερ καὶ Ἀσ. Πρές).— Ὁ ἀρχηγὸς τῆς μυστικῆς ἀστυνομίας ἐδολοφονήθη ὑπὸ ἀγνώστων. Ἡ κυβέρνησις ἐκήρυξε στρατιωτικὸν νόμον.	[400, 1948, 594, 2007]
text-polis: ΚΩΝΣΤΑΝΤΙΝΟΥΠΟΛΙΣ, Ἰανουάριος.— Ἡ ζωὴ εἰς τὴν πόλιν συνεχίζεται μὲ τοὺς γνωστοὺς ρυθμούς. Αἱ ἐφημερίδες γράφουν περὶ τῶν οἰκονομικῶν προβλημάτων. Εἰς τὸ Πέραν ἐγένετο ἡ καθιερωμένη ἑορτὴ τῶν Θεοφανείων.	[791, 441, 995, 511]
text-grenade: ΒΕΡΟΙΑ, 25.— Συνεπείᾳ ἐκρήξεως χειροβομβίδος εὗρε τὸν θάνατον εἰς τὴν οἰκίαν τοῦ ἱερέως ὁ χωρικὸς Γ. Κοτζάβα.	[1288, 363, 1562, 386]
text-polis: ΚΩΝΣΤΑΝΤΙΝΟΥΠΟΛΙΣ, Ἰανουάριος.— Ἡ ζωὴ εἰς τὴν πόλιν συνεχίζεται μὲ τοὺς γνωστοὺς ρυθμούς. Αἱ ἐφημερίδες γράφουν περὶ τῶν οἰκονομικῶν προβλημάτων. Εἰς τὸ Πέραν ἐγένετο ἡ καθιερωμένη ἑορτὴ τῶν Θεοφανείων.	[791, 515, 995, 585]
subhead-edessa: ΑΠΟ ΤΗΝ ΕΔΕΣΣΑΝ	[48, 1524, 154, 1536]
subhead-arrests: ΣΥΛΛΗΨΕΙΣ	[866, 2026, 930, 2038]
price-value: 241,50	[267, 453, 298, 464]
headline-olive-oil: ΑΝΩ ΤΩΝ 20.000 ΤΟΝΝΩΝ ΕΛΑΙΟΛΑΔΟΥ ΕΧΕΙ ΣΥΓΚΕΝΤΡΩΘΗ	[245, 125, 380, 157]
text-grenade: ΒΕΡΟΙΑ, 25.— Συνεπείᾳ ἐκρήξεως χειροβομβίδος εὗρε τὸν θάνατον εἰς τὴν οἰκίαν τοῦ ἱερέως ὁ χωρικὸς Γ. Κοτζάβα.	[1288, 389, 1562, 412]
text-spain: ΜΑΔΡΙΤΗ, Ἰανουάριος (Ἐπιστολὴ τοῦ ἀνταποκριτοῦ μας).— Πολλοὶ ξένοι ἐθελονταὶ ἦσαν οἱ ὁποῖοι ἐπολέμησαν εἰς τὰς τάξεις τῶν διεθνῶν ταξιαρχιῶν κατὰ τὸν ἐμφύλιον πόλεμον. Πολλοὶ ἐξ αὐτῶν ἔγιναν ἀργότερα διάσημοι.	[594, 400, 779, 471]
text-xanthi: ΚΩΝΣΤΑΝΤΙΝΟΥΠΟΛΙΣ, 25 (Τοῦ ἀνταποκριτοῦ μας).— Ὁ γνωστὸς ἐκ Ξάνθης Χαφὶζ Ἀλῆ Μουμὶν προέβη εἰς δηλώσεις σχετικὰς μὲ τὰ σχολεῖα τῆς μειονότητος.	[400, 938, 586, 997]
text-spain: ΜΑΔΡΙΤΗ, Ἰανουάριος (Ἐπιστολὴ τοῦ ἀνταποκριτοῦ μας).— Πολλοὶ ξένοι ἐθελονταὶ ἦσαν οἱ ὁποῖοι ἐπολέμησαν εἰς τὰς τάξεις τῶν διεθνῶν ταξιαρχιῶν κατὰ τὸν ἐμφύλιον πόλεμον. Πολλοὶ ἐξ αὐτῶν ἔγιναν ἀργότερα διάσημοι.	[400, 165, 586, 235]
text-power-cut: Φέρεται εἰς γνῶσιν τοῦ ἐκλεκτοῦ κοινοῦ ὅτι διὰ τεχνικοὺς λόγους θὰ διακοπῇ τὸ ἠλεκτρικὸν ρεῦμα τὴν Κυριακὴν ἀπὸ 06.00 - 12.00.	[202, 1403, 384, 1446]
headline-icon: Η ΕΙΚΩΝ ΤΟΥ ΣΠ. ΤΣΑΓΡΗ ΕΙΣ ΤΟΝ ΑΡΕΙΟΝ ΠΑΓΟΝ	[209, 1048, 382, 1069]
kicker-spain: ΜΑΖΙ ΜΕ ΑΛΛΑΣ ΠΡΟΣΩΠΙΚΟΤΗΤΑΣ	[483, 4, 697, 17]
text-polis: ΚΩΝΣΤΑΝΤΙΝΟΥΠΟΛΙΣ, Ἰανουάριος.— Ἡ ζωὴ εἰς τὴν πόλιν συνεχίζεται μὲ τοὺς γνωστοὺς ρυθμούς. Αἱ ἐφημερίδες γράφουν περὶ τῶν οἰκονομικῶν προβλημάτων. Εἰς τὸ Πέραν ἐγένετο ἡ καθιερωμένη ἑορτὴ τῶν Θεοφανείων.	[791, 750, 995, 820]
text-hong-kong: ΧΟΓΚ ΚΟΓΚ, 25 (Ρόιτερ).— Αἱ διαπραγματεύσεις συνεχίζονται.	[1288, 981, 1562, 1005]
text-navy: ΤΟΚΙΟ, 25.— Ἡ Ἰνδονησία ἐνισχύει τὸ ναυτικόν της μὲ νέας μονάδας.	[1288, 170, 1562, 193]
text-committee: Τῇ προσκλήσει τοῦ προέδρου τοῦ συντονιστικοῦ συμβουλίου τῶν ὀργανώσεων τῆς πόλεως συνῆλθον χθὲς ἐπιτροπαὶ εἰς σύσκεψιν ὡς πρὸς τὸ ζήτημα τῆς ἱδρύσεως δευτέρας ἐκθέσεως εἰς Ἀθήνας.	[8, 796, 204, 866]
price-value: 294,75	[267, 430, 298, 440]
text-spain: ΜΑΔΡΙΤΗ, Ἰανουάριος (Ἐπιστολὴ τοῦ ἀνταποκριτοῦ μας).— Πολλοὶ ξένοι ἐθελονταὶ ἦσαν οἱ ὁποῖοι ἐπολέμησαν εἰς τὰς τάξεις τῶν διεθνῶν ταξιαρχιῶν κατὰ τὸν ἐμφύλιον πόλεμον. Πολλοὶ ἐξ αὐτῶν ἔγιναν ἀργότερα διάσημοι.	[400, 400, 586, 471]
price-row	[204, 490, 302, 499]
text-guinea: ΠΑΡΙΣΙΟΙ, 25 (Ρόιτερ).— Ὁ πρόεδρος τῆς Γουινέας κ. Σεκοὺ Τουρὲ ἐζήτησε τὴν ἀνάκλησιν τοῦ Σοβιετικοῦ πρεσβευτοῦ εἰς Κόνακρυ.	[8, 922, 194, 969]
text-gold: Εἰς τὸ χρηματιστήριον Θεσσαλονίκης ἡ χρυσῆ λίρα Ἀγγλίας, ἐνεγράφη χθές 294,75 δρχ.	[202, 392, 389, 425]
guatemala-story	[400, 1774, 995, 2318]
subhead-spaniards: ΜΕ ΣΥΓΚΙΝΗΣΙΝ ΕΝΘΥΜΟΥΝΤΑΙ ΟΙ ΙΣΠΑΝΟΙ	[400, 96, 779, 112]
column-four	[1007, 0, 1562, 2324]
text-mobilization: ΤΖΑΚΑΡΤΑ, 25 (Ἀσ. Πρές).— Ὁ πρόεδρος Σουκάρνο διέταξε γενικὴν ἐπιστράτευσιν.	[1288, 196, 1562, 220]
text-guatemala: ΠΟΛΙΣ ΓΟΥΑΤΕΜΑΛΑ, 25 (Ρόιτερ καὶ Ἀσ. Πρές).— Ὁ ἀρχηγὸς τῆς μυστικῆς ἀστυνομίας ἐδολοφονήθη ὑπὸ ἀγνώστων. Ἡ κυβέρνησις ἐκήρυξε στρατιωτικὸν νόμον.	[601, 1886, 795, 1945]
text-polis: ΚΩΝΣΤΑΝΤΙΝΟΥΠΟΛΙΣ, Ἰανουάριος.— Ἡ ζωὴ εἰς τὴν πόλιν συνεχίζεται μὲ τοὺς γνωστοὺς ρυθμούς. Αἱ ἐφημερίδες γράφουν περὶ τῶν οἰκονομικῶν προβλημάτων. Εἰς τὸ Πέραν ἐγένετο ἡ καθιερωμένη ἑορτὴ τῶν Θεοφανείων.	[791, 147, 995, 217]
meeting-photo	[8, 34, 229, 329]
